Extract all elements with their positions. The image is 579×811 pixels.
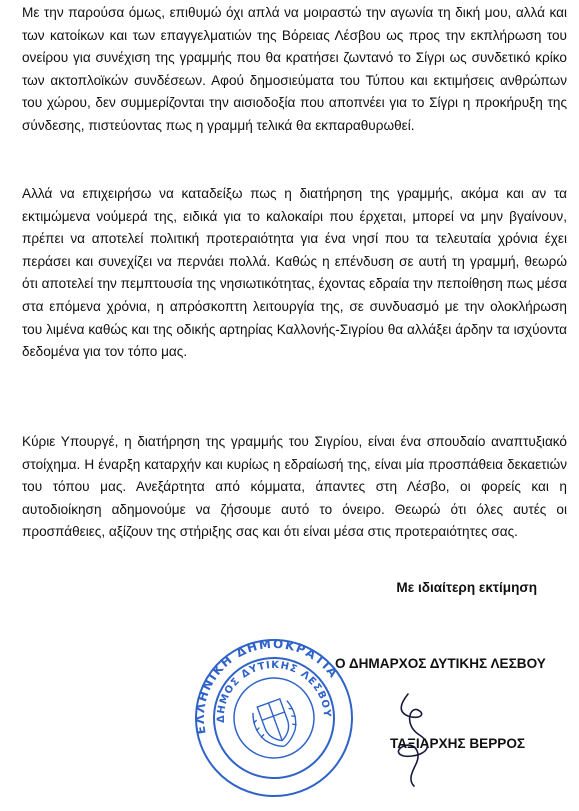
signatory-name: ΤΑΞΙΑΡΧΗΣ ΒΕΡΡΟΣ: [390, 736, 526, 751]
svg-text:ΕΛΛΗΝΙΚΗ ΔΗΜΟΚΡΑΤΙΑ: ΕΛΛΗΝΙΚΗ ΔΗΜΟΚΡΑΤΙΑ: [192, 636, 342, 736]
paragraph-2: Αλλά να επιχειρήσω να καταδείξω πως η διατήρηση της γραμμής, ακόμα και αν τα εκτιμώμενα νούμερά της, ειδικά για το καλοκαίρι που έρχεται, μπορεί να μην βγαίνουν, πρέπει να αποτελεί πολιτική προτεραιότητα για ένα νησί που τα τελευταία χρόνια έχει περάσει και συνεχίζει να περνάει πολλά. Καθώς η επένδυση σε αυτή τη γραμμή, θεωρώ ότι αποτελεί την πεμπτουσία της νησιωτικότητας, έχοντας εδραία την πεποίθηση πως μέσα στα επόμενα χρόνια, η απρόσκοπτη λειτουργία της, σε συνδυασμό με την ολοκλήρωση του λιμένα καθώς και της οδικής αρτηρίας Καλλονής-Σιγρίου θα αλλάξει άρδην τα ισχύοντα δεδομένα για τον τόπο μας.: [22, 186, 567, 360]
closing-line: Με ιδιαίτερη εκτίμηση: [396, 580, 537, 595]
coat-of-arms-icon: [249, 696, 304, 754]
paragraph-1: Με την παρούσα όμως, επιθυμώ όχι απλά να μοιραστώ την αγωνία τη δική μου, αλλά και των κατοίκων και των επαγγελματιών της Βόρειας Λέσβου ως προς την εκπλήρωση του ονείρου για συνέχιση της γραμμής που θα κρατήσει ζωντανό το Σίγρι ως συνδετικό κρίκο των ακτοπλοϊκών συνδέσεων. Αφού δημοσιεύματα του Τύπου και εκτιμήσεις ανθρώπων του χώρου, δεν συμμερίζονται την αισιοδοξία που αποπνέει για το Σίγρι η προκήρυξη της σύνδεσης, πιστεύοντας πως η γραμμή τελικά θα εκπαραθυρωθεί.: [22, 5, 567, 133]
municipal-seal-stamp: [192, 636, 356, 800]
svg-text:ΔΗΜΟΣ ΔΥΤΙΚΗΣ ΛΕΣΒΟΥ: ΔΗΜΟΣ ΔΥΤΙΚΗΣ ΛΕΣΒΟΥ: [215, 659, 333, 724]
signatory-title: Ο ΔΗΜΑΡΧΟΣ ΔΥΤΙΚΗΣ ΛΕΣΒΟΥ: [335, 656, 546, 671]
paragraph-3: Κύριε Υπουργέ, η διατήρηση της γραμμής του Σιγρίου, είναι ένα σπουδαίο αναπτυξιακό στοίχημα. Η έναρξη καταρχήν και κυρίως η εδραίωσή της, είναι μία προσπάθεια δεκαετιών του τόπου μας. Ανεξάρτητα από κόμματα, άπαντες στη Λέσβο, οι φορείς και η αυτοδιοίκηση αδημονούμε να ζήσουμε αυτό το όνειρο. Θεωρώ ότι όλες αυτές οι προσπάθειες, αξίζουν της στήριξης σας και ότι είναι μέσα στις προτεραιότητες σας.: [22, 434, 567, 540]
